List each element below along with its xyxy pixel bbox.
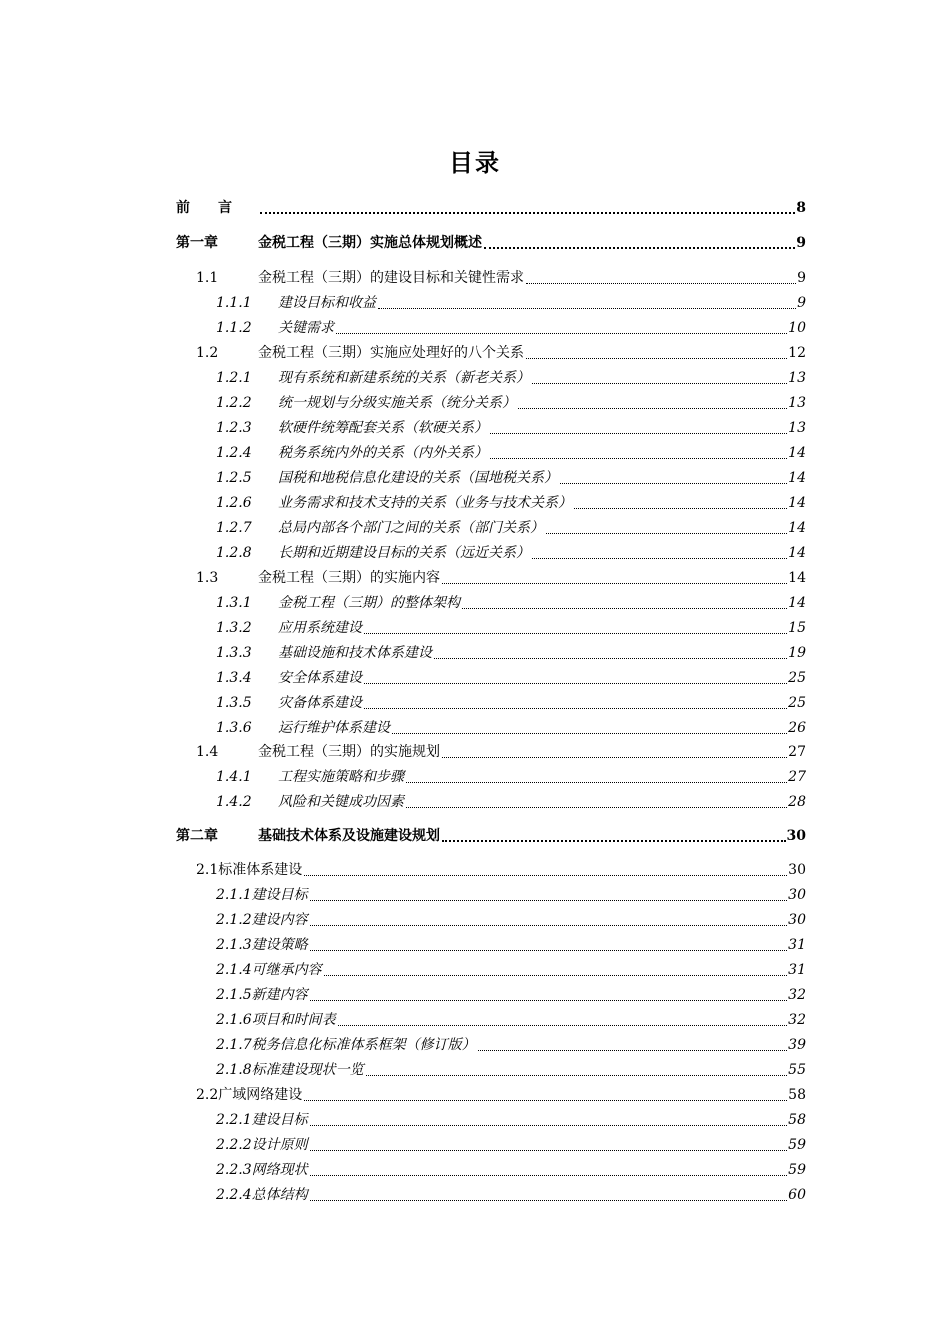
toc-entry[interactable] (216, 541, 806, 563)
toc-entry-number: 1.4.2 (216, 794, 252, 810)
toc-entry-page: 31 (788, 962, 806, 978)
toc-entry[interactable] (176, 824, 806, 846)
toc-entry-number: 2.1.7 (216, 1037, 252, 1053)
toc-entry-page: 25 (788, 695, 806, 711)
toc-entry-number: 1.2.1 (216, 370, 252, 386)
page-title: 目录 (449, 148, 501, 177)
toc-entry-title: 软硬件统筹配套关系（软硬关系） (278, 420, 488, 436)
toc-entry-number: 1.3.3 (216, 645, 252, 661)
toc-dot-leader (310, 949, 788, 951)
toc-entry-page: 28 (788, 794, 806, 810)
toc-entry-number: 2.1.1 (216, 887, 252, 903)
toc-dot-leader (478, 1049, 788, 1051)
toc-entry[interactable] (196, 858, 806, 880)
toc-entry-title: 基础技术体系及设施建设规划 (258, 828, 440, 844)
toc-dot-leader (546, 532, 787, 534)
toc-entry-page: 58 (788, 1087, 806, 1103)
toc-entry-page: 19 (788, 645, 806, 661)
toc-entry-title: 业务需求和技术支持的关系（业务与技术关系） (278, 495, 572, 511)
toc-dot-leader (532, 382, 787, 384)
toc-entry[interactable] (216, 466, 806, 488)
toc-entry[interactable] (216, 958, 806, 980)
toc-entry-number: 1.3.4 (216, 670, 252, 686)
toc-entry-title: 长期和近期建设目标的关系（远近关系） (278, 545, 530, 561)
toc-dot-leader (310, 899, 788, 901)
toc-entry[interactable] (216, 391, 806, 413)
toc-entry[interactable] (216, 691, 806, 713)
toc-entry-number: 1.3 (196, 570, 219, 586)
toc-entry[interactable] (216, 1183, 806, 1205)
toc-entry-number: 1.3.1 (216, 595, 252, 611)
toc-entry-page: 13 (788, 420, 806, 436)
toc-entry[interactable] (216, 1033, 806, 1055)
toc-entry-title: 应用系统建设 (278, 620, 362, 636)
toc-entry-title: 现有系统和新建系统的关系（新老关系） (278, 370, 530, 386)
toc-entry-number: 2.1.4 (216, 962, 252, 978)
toc-entry-number: 前 言 (176, 200, 232, 216)
toc-entry-title: 标准建设现状一览 (251, 1062, 364, 1078)
toc-entry-page: 59 (788, 1162, 806, 1178)
toc-entry-number: 2.1.3 (216, 937, 252, 953)
toc-entry-page: 14 (788, 495, 806, 511)
toc-dot-leader (338, 1024, 788, 1026)
toc-entry[interactable] (216, 790, 806, 812)
toc-dot-leader (310, 999, 788, 1001)
toc-entry-page: 59 (788, 1137, 806, 1153)
toc-entry-page: 13 (788, 370, 806, 386)
toc-entry[interactable] (216, 616, 806, 638)
toc-entry-title: 运行维护体系建设 (278, 720, 390, 736)
toc-dot-leader (364, 682, 787, 684)
toc-entry-title: 金税工程（三期）的实施内容 (258, 570, 440, 586)
toc-entry-number: 1.2.4 (216, 445, 252, 461)
toc-entry[interactable] (216, 316, 806, 338)
toc-entry-page: 27 (788, 769, 806, 785)
toc-entry[interactable] (196, 266, 806, 288)
toc-dot-leader (484, 246, 795, 249)
toc-dot-leader (560, 482, 787, 484)
toc-entry-number: 1.2 (196, 345, 219, 361)
toc-entry-number: 1.2.7 (216, 520, 252, 536)
toc-dot-leader (310, 1149, 788, 1151)
toc-entry[interactable] (216, 883, 806, 905)
toc-entry-number: 1.1.1 (216, 295, 252, 311)
toc-entry-title: 建设目标 (251, 887, 308, 903)
toc-dot-leader (406, 806, 787, 808)
toc-dot-leader (490, 457, 787, 459)
toc-entry-page: 30 (788, 862, 806, 878)
toc-entry[interactable] (216, 1158, 806, 1180)
toc-entry-title: 项目和时间表 (251, 1012, 336, 1028)
toc-entry-title: 工程实施策略和步骤 (278, 769, 404, 785)
toc-entry-number: 2.2.1 (216, 1112, 252, 1128)
toc-entry-page: 14 (788, 470, 806, 486)
toc-entry-title: 税务系统内外的关系（内外关系） (278, 445, 488, 461)
toc-dot-leader (304, 1099, 787, 1101)
toc-entry-number: 2.2.2 (216, 1137, 252, 1153)
toc-entry-title: 安全体系建设 (278, 670, 362, 686)
toc-entry-page: 60 (788, 1187, 806, 1203)
toc-entry-title: 标准体系建设 (218, 862, 303, 878)
toc-entry-number: 1.3.6 (216, 720, 252, 736)
toc-dot-leader (310, 1124, 788, 1126)
toc-entry[interactable] (216, 933, 806, 955)
toc-entry-title: 建设目标 (251, 1112, 308, 1128)
toc-entry[interactable] (216, 516, 806, 538)
toc-entry[interactable] (216, 716, 806, 738)
toc-dot-leader (260, 211, 795, 214)
toc-entry-title: 国税和地税信息化建设的关系（国地税关系） (278, 470, 558, 486)
toc-entry-page: 8 (796, 200, 806, 216)
toc-entry-page: 12 (788, 345, 806, 361)
toc-entry-number: 1.3.5 (216, 695, 252, 711)
toc-dot-leader (378, 307, 796, 309)
toc-dot-leader (392, 732, 787, 734)
toc-entry-number: 2.2.4 (216, 1187, 252, 1203)
toc-entry-page: 31 (788, 937, 806, 953)
toc-entry-page: 9 (797, 270, 806, 286)
toc-entry-page: 14 (788, 545, 806, 561)
toc-entry[interactable] (176, 231, 806, 253)
toc-entry-number: 2.2 (196, 1087, 219, 1103)
toc-entry[interactable] (216, 441, 806, 463)
toc-entry-number: 2.1.2 (216, 912, 252, 928)
toc-entry-number: 1.2.8 (216, 545, 252, 561)
toc-entry-title: 金税工程（三期）实施应处理好的八个关系 (258, 345, 524, 361)
toc-entry-title: 建设目标和收益 (278, 295, 376, 311)
toc-dot-leader (442, 839, 786, 842)
toc-entry[interactable] (196, 566, 806, 588)
toc-entry-page: 9 (797, 295, 806, 311)
toc-entry-title: 税务信息化标准体系框架（修订版） (251, 1037, 476, 1053)
toc-dot-leader (462, 607, 787, 609)
toc-entry-title: 灾备体系建设 (278, 695, 362, 711)
toc-entry-number: 1.3.2 (216, 620, 252, 636)
toc-entry[interactable] (216, 1133, 806, 1155)
toc-entry[interactable] (216, 416, 806, 438)
toc-entry-number: 1.1.2 (216, 320, 252, 336)
toc-entry-number: 2.1 (196, 862, 219, 878)
toc-entry[interactable] (216, 641, 806, 663)
toc-entry-number: 第一章 (176, 235, 218, 251)
toc-entry[interactable] (176, 196, 806, 218)
toc-entry-page: 13 (788, 395, 806, 411)
toc-dot-leader (442, 582, 787, 584)
toc-entry-title: 金税工程（三期）实施总体规划概述 (258, 235, 482, 251)
toc-entry-page: 55 (788, 1062, 806, 1078)
toc-dot-leader (310, 1174, 788, 1176)
toc-entry-title: 金税工程（三期）的实施规划 (258, 744, 440, 760)
toc-entry-title: 基础设施和技术体系建设 (278, 645, 432, 661)
toc-entry-number: 2.1.5 (216, 987, 252, 1003)
toc-entry-number: 1.4.1 (216, 769, 252, 785)
toc-entry[interactable] (216, 1008, 806, 1030)
toc-entry-page: 9 (796, 235, 806, 251)
toc-entry-number: 1.1 (196, 270, 219, 286)
toc-entry-page: 27 (788, 744, 806, 760)
toc-entry-number: 2.1.8 (216, 1062, 252, 1078)
toc-entry-number: 1.2.5 (216, 470, 252, 486)
toc-entry-page: 14 (788, 570, 806, 586)
toc-dot-leader (366, 1074, 788, 1076)
toc-dot-leader (406, 781, 787, 783)
toc-entry-page: 14 (788, 595, 806, 611)
toc-entry[interactable] (196, 740, 806, 762)
toc-entry-number: 1.2.6 (216, 495, 252, 511)
toc-dot-leader (310, 924, 788, 926)
toc-entry-number: 第二章 (176, 828, 218, 844)
toc-entry-title: 金税工程（三期）的整体架构 (278, 595, 460, 611)
toc-entry-title: 设计原则 (251, 1137, 308, 1153)
toc-entry-number: 2.1.6 (216, 1012, 252, 1028)
toc-entry-title: 总局内部各个部门之间的关系（部门关系） (278, 520, 544, 536)
toc-entry-page: 30 (786, 828, 806, 844)
toc-entry-page: 30 (788, 887, 806, 903)
toc-entry-number: 1.2.2 (216, 395, 252, 411)
toc-entry-title: 金税工程（三期）的建设目标和关键性需求 (258, 270, 524, 286)
toc-entry[interactable] (216, 591, 806, 613)
toc-entry[interactable] (216, 1108, 806, 1130)
toc-entry-title: 统一规划与分级实施关系（统分关系） (278, 395, 516, 411)
toc-entry-page: 32 (788, 987, 806, 1003)
toc-dot-leader (336, 332, 787, 334)
toc-entry[interactable] (216, 491, 806, 513)
toc-entry-title: 可继承内容 (251, 962, 322, 978)
toc-entry-number: 1.2.3 (216, 420, 252, 436)
toc-entry-page: 39 (788, 1037, 806, 1053)
toc-entry[interactable] (216, 765, 806, 787)
toc-entry-title: 网络现状 (251, 1162, 308, 1178)
toc-entry[interactable] (216, 1058, 806, 1080)
toc-entry[interactable] (216, 291, 806, 313)
toc-entry-title: 关键需求 (278, 320, 334, 336)
toc-dot-leader (518, 407, 787, 409)
toc-entry-title: 风险和关键成功因素 (278, 794, 404, 810)
toc-entry[interactable] (216, 983, 806, 1005)
toc-dot-leader (304, 874, 787, 876)
toc-entry-page: 10 (788, 320, 806, 336)
toc-entry-page: 25 (788, 670, 806, 686)
toc-entry-page: 14 (788, 445, 806, 461)
toc-dot-leader (532, 557, 787, 559)
toc-dot-leader (310, 1199, 788, 1201)
toc-dot-leader (574, 507, 787, 509)
toc-dot-leader (490, 432, 787, 434)
toc-entry-page: 32 (788, 1012, 806, 1028)
toc-dot-leader (434, 657, 787, 659)
toc-dot-leader (526, 357, 787, 359)
toc-entry-title: 总体结构 (251, 1187, 308, 1203)
toc-entry[interactable] (216, 908, 806, 930)
toc-entry-page: 14 (788, 520, 806, 536)
toc-entry-page: 30 (788, 912, 806, 928)
toc-dot-leader (364, 632, 787, 634)
toc-dot-leader (364, 707, 787, 709)
toc-entry-title: 建设内容 (251, 912, 308, 928)
toc-dot-leader (442, 756, 787, 758)
toc-entry-page: 26 (788, 720, 806, 736)
toc-entry[interactable] (216, 366, 806, 388)
toc-entry-number: 1.4 (196, 744, 219, 760)
toc-entry-page: 58 (788, 1112, 806, 1128)
toc-entry-number: 2.2.3 (216, 1162, 252, 1178)
toc-entry[interactable] (216, 666, 806, 688)
toc-dot-leader (324, 974, 788, 976)
toc-entry[interactable] (196, 341, 806, 363)
toc-entry-title: 新建内容 (251, 987, 308, 1003)
toc-dot-leader (526, 282, 796, 284)
toc-entry[interactable] (196, 1083, 806, 1105)
toc-entry-title: 广域网络建设 (218, 1087, 303, 1103)
toc-entry-title: 建设策略 (251, 937, 308, 953)
toc-entry-page: 15 (788, 620, 806, 636)
